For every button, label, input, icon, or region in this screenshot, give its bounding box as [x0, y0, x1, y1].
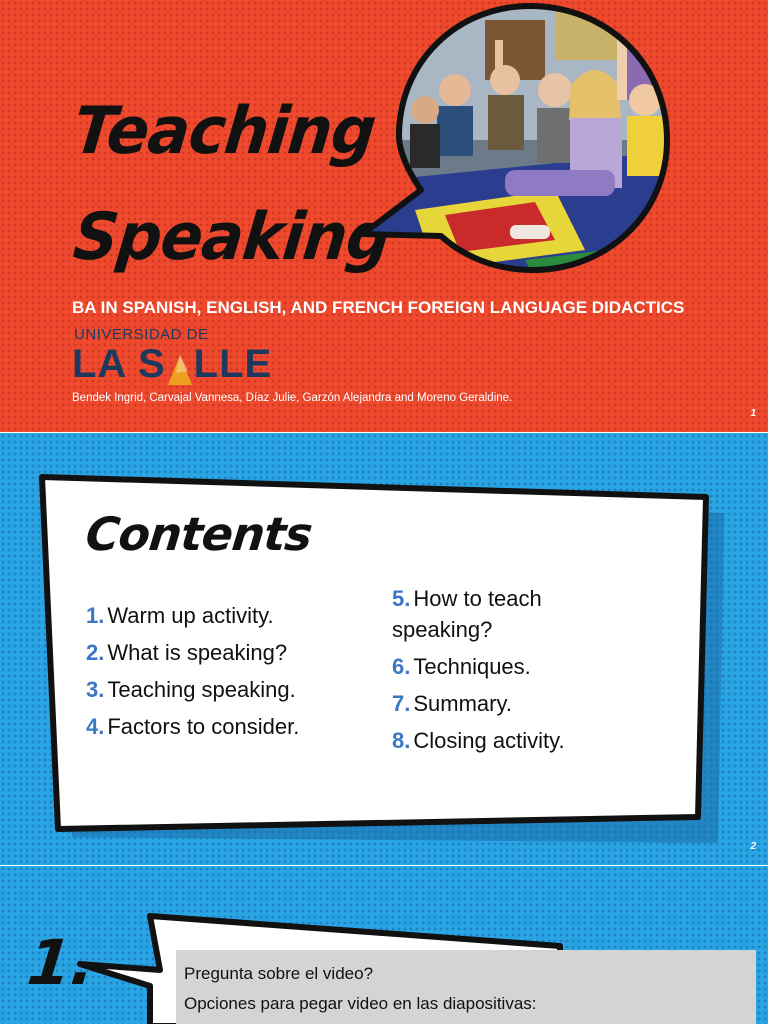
list-item[interactable]: 6. Techniques.: [392, 654, 531, 679]
contents-list-right: [392, 583, 592, 762]
list-item[interactable]: 5. How to teach speaking?: [392, 586, 542, 642]
slide-number: 1: [750, 408, 756, 419]
classroom-photo: [355, 0, 685, 300]
university-logo: [72, 342, 272, 387]
slide-number: 2: [750, 841, 756, 852]
list-item[interactable]: 1. Warm up activity.: [86, 603, 274, 628]
list-item[interactable]: 4. Factors to consider.: [86, 714, 300, 739]
slide-3[interactable]: [0, 866, 768, 1024]
contents-title: Contents: [83, 507, 315, 561]
note-line-1: Pregunta sobre el video?: [184, 964, 374, 983]
logo-text-a: LA S: [72, 342, 166, 386]
list-item[interactable]: 3. Teaching speaking.: [86, 677, 296, 702]
university-prefix: UNIVERSIDAD DE: [74, 326, 209, 343]
authors-line: Bendek Ingrid, Carvajal Vannesa, Díaz Julie, Garzón Alejandra and Moreno Geraldine.: [72, 392, 513, 404]
section-number: 1.: [24, 926, 99, 999]
list-item[interactable]: 2. What is speaking?: [86, 640, 288, 665]
slide-1[interactable]: [0, 0, 768, 432]
program-subtitle: BA IN SPANISH, ENGLISH, AND FRENCH FOREIGN LANGUAGE DIDACTICS: [72, 298, 685, 317]
speech-bubble-photo: [355, 0, 685, 300]
slide-title-line-1: Teaching: [70, 92, 379, 169]
list-item[interactable]: 7. Summary.: [392, 691, 512, 716]
logo-accent-a-icon: [166, 351, 194, 387]
logo-text-b: LLE: [193, 342, 273, 386]
slide-title-line-2: Speaking: [70, 198, 395, 275]
list-item[interactable]: 8. Closing activity.: [392, 728, 565, 753]
contents-list-left: [86, 597, 299, 745]
slide-2[interactable]: [0, 433, 768, 865]
note-line-2: Opciones para pegar video en las diapositivas:: [184, 994, 537, 1013]
